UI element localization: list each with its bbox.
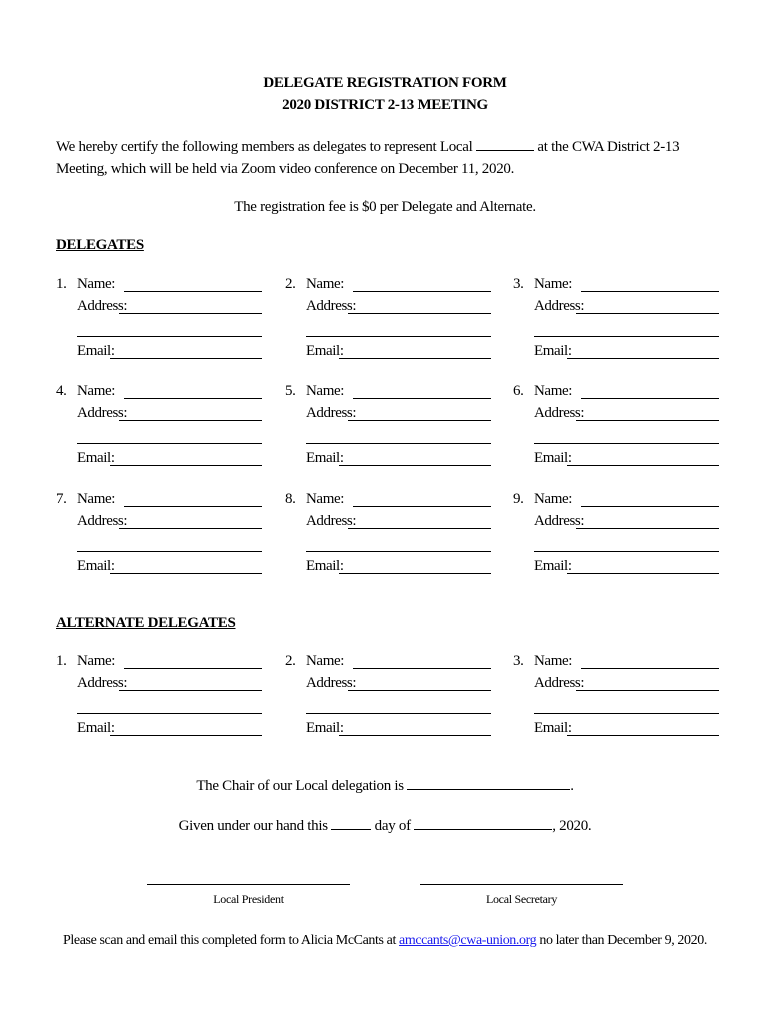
name-field[interactable] [353,291,491,292]
address-label: Address: [534,675,585,691]
email-label: Email: [534,343,572,359]
address-line-2-field[interactable] [534,336,719,337]
footer-deadline-text: no later than December 9, 2020. [539,933,707,948]
name-label: Name: [306,491,344,507]
address-line-2-field[interactable] [77,551,262,552]
address-field[interactable] [119,690,262,691]
registrant-entry [285,276,495,359]
president-signature-line[interactable] [147,884,350,885]
email-field[interactable] [110,465,262,466]
address-label: Address: [534,405,585,421]
email-field[interactable] [567,358,719,359]
entry-number: 6. [513,383,524,399]
name-field[interactable] [581,291,719,292]
local-number-field[interactable] [476,136,534,151]
entry-number: 1. [56,276,67,292]
name-label: Name: [77,653,115,669]
chair-statement [0,775,770,795]
name-label: Name: [534,653,572,669]
given-statement [0,815,770,835]
chair-text: The Chair of our Local delegation is [196,778,404,794]
registrant-entry [513,276,723,359]
name-field[interactable] [124,398,262,399]
address-label: Address: [306,513,357,529]
entry-number: 3. [513,653,524,669]
delegates-heading: DELEGATES [56,237,144,253]
address-field[interactable] [348,313,491,314]
president-signature-label: Local President [213,892,284,906]
registrant-entry [56,653,266,736]
address-field[interactable] [348,528,491,529]
email-label: Email: [77,720,115,736]
address-field[interactable] [348,420,491,421]
email-field[interactable] [567,465,719,466]
form-title: DELEGATE REGISTRATION FORM [263,75,507,91]
address-field[interactable] [576,528,719,529]
address-label: Address: [77,675,128,691]
entry-number: 7. [56,491,67,507]
registrant-entry [285,383,495,466]
address-field[interactable] [119,528,262,529]
name-field[interactable] [581,668,719,669]
address-field[interactable] [348,690,491,691]
email-label: Email: [77,558,115,574]
name-label: Name: [306,653,344,669]
address-line-2-field[interactable] [534,443,719,444]
name-field[interactable] [353,668,491,669]
email-label: Email: [77,343,115,359]
email-field[interactable] [339,358,491,359]
email-field[interactable] [339,735,491,736]
name-label: Name: [306,276,344,292]
address-label: Address: [534,298,585,314]
email-field[interactable] [567,735,719,736]
email-label: Email: [534,558,572,574]
name-label: Name: [77,276,115,292]
entry-number: 1. [56,653,67,669]
intro-text-end: at the CWA District 2-13 Meeting, which will be held via Zoom video conference on December 11, 2020. [56,139,680,177]
address-field[interactable] [576,690,719,691]
entry-number: 5. [285,383,296,399]
intro-paragraph [56,136,726,180]
address-line-2-field[interactable] [534,551,719,552]
registrant-entry [56,383,266,466]
footer-text: Please scan and email this completed form to Alicia McCants at [63,933,396,948]
registrant-entry [513,383,723,466]
email-label: Email: [306,450,344,466]
entry-number: 2. [285,276,296,292]
registrant-entry [513,653,723,736]
address-field[interactable] [576,420,719,421]
given-day-of-text: day of [374,818,411,834]
address-field[interactable] [119,420,262,421]
address-label: Address: [534,513,585,529]
name-field[interactable] [581,398,719,399]
registration-fee-text: The registration fee is $0 per Delegate and Alternate. [234,199,536,215]
name-field[interactable] [124,506,262,507]
alternates-heading: ALTERNATE DELEGATES [56,615,236,631]
chair-period: . [570,778,574,794]
form-subtitle: 2020 DISTRICT 2-13 MEETING [282,97,488,113]
email-field[interactable] [110,573,262,574]
name-label: Name: [534,383,572,399]
name-field[interactable] [353,506,491,507]
entry-number: 2. [285,653,296,669]
address-field[interactable] [576,313,719,314]
registrant-entry [285,491,495,574]
registrant-entry [513,491,723,574]
name-label: Name: [534,491,572,507]
address-line-2-field[interactable] [306,713,491,714]
address-label: Address: [77,298,128,314]
email-field[interactable] [339,573,491,574]
email-field[interactable] [339,465,491,466]
entry-number: 9. [513,491,524,507]
address-line-2-field[interactable] [306,336,491,337]
address-line-2-field[interactable] [77,443,262,444]
entry-number: 8. [285,491,296,507]
intro-text-start: We hereby certify the following members as delegates to represent Local [56,139,473,155]
name-label: Name: [306,383,344,399]
given-text: Given under our hand this [178,818,328,834]
email-field[interactable] [110,358,262,359]
entry-number: 4. [56,383,67,399]
email-field[interactable] [567,573,719,574]
name-label: Name: [77,491,115,507]
address-field[interactable] [119,313,262,314]
name-field[interactable] [124,291,262,292]
address-line-2-field[interactable] [77,336,262,337]
email-label: Email: [306,720,344,736]
name-label: Name: [77,383,115,399]
entry-number: 3. [513,276,524,292]
registrant-entry [56,491,266,574]
registrant-entry [285,653,495,736]
secretary-signature-label: Local Secretary [485,892,558,906]
address-label: Address: [77,513,128,529]
address-line-2-field[interactable] [77,713,262,714]
given-month-field[interactable] [414,815,552,830]
email-label: Email: [534,720,572,736]
address-line-2-field[interactable] [306,443,491,444]
given-day-field[interactable] [331,815,371,830]
name-field[interactable] [581,506,719,507]
address-label: Address: [306,298,357,314]
email-label: Email: [306,343,344,359]
email-label: Email: [77,450,115,466]
email-label: Email: [306,558,344,574]
secretary-signature-line[interactable] [420,884,623,885]
address-line-2-field[interactable] [534,713,719,714]
contact-email-link[interactable]: amccants@cwa-union.org [399,933,537,948]
chair-name-field[interactable] [407,775,570,790]
address-label: Address: [306,675,357,691]
email-field[interactable] [110,735,262,736]
address-line-2-field[interactable] [306,551,491,552]
address-label: Address: [77,405,128,421]
footer-instructions [0,933,770,949]
email-label: Email: [534,450,572,466]
given-year-text: , 2020. [552,818,592,834]
registrant-entry [56,276,266,359]
name-field[interactable] [124,668,262,669]
name-field[interactable] [353,398,491,399]
address-label: Address: [306,405,357,421]
name-label: Name: [534,276,572,292]
